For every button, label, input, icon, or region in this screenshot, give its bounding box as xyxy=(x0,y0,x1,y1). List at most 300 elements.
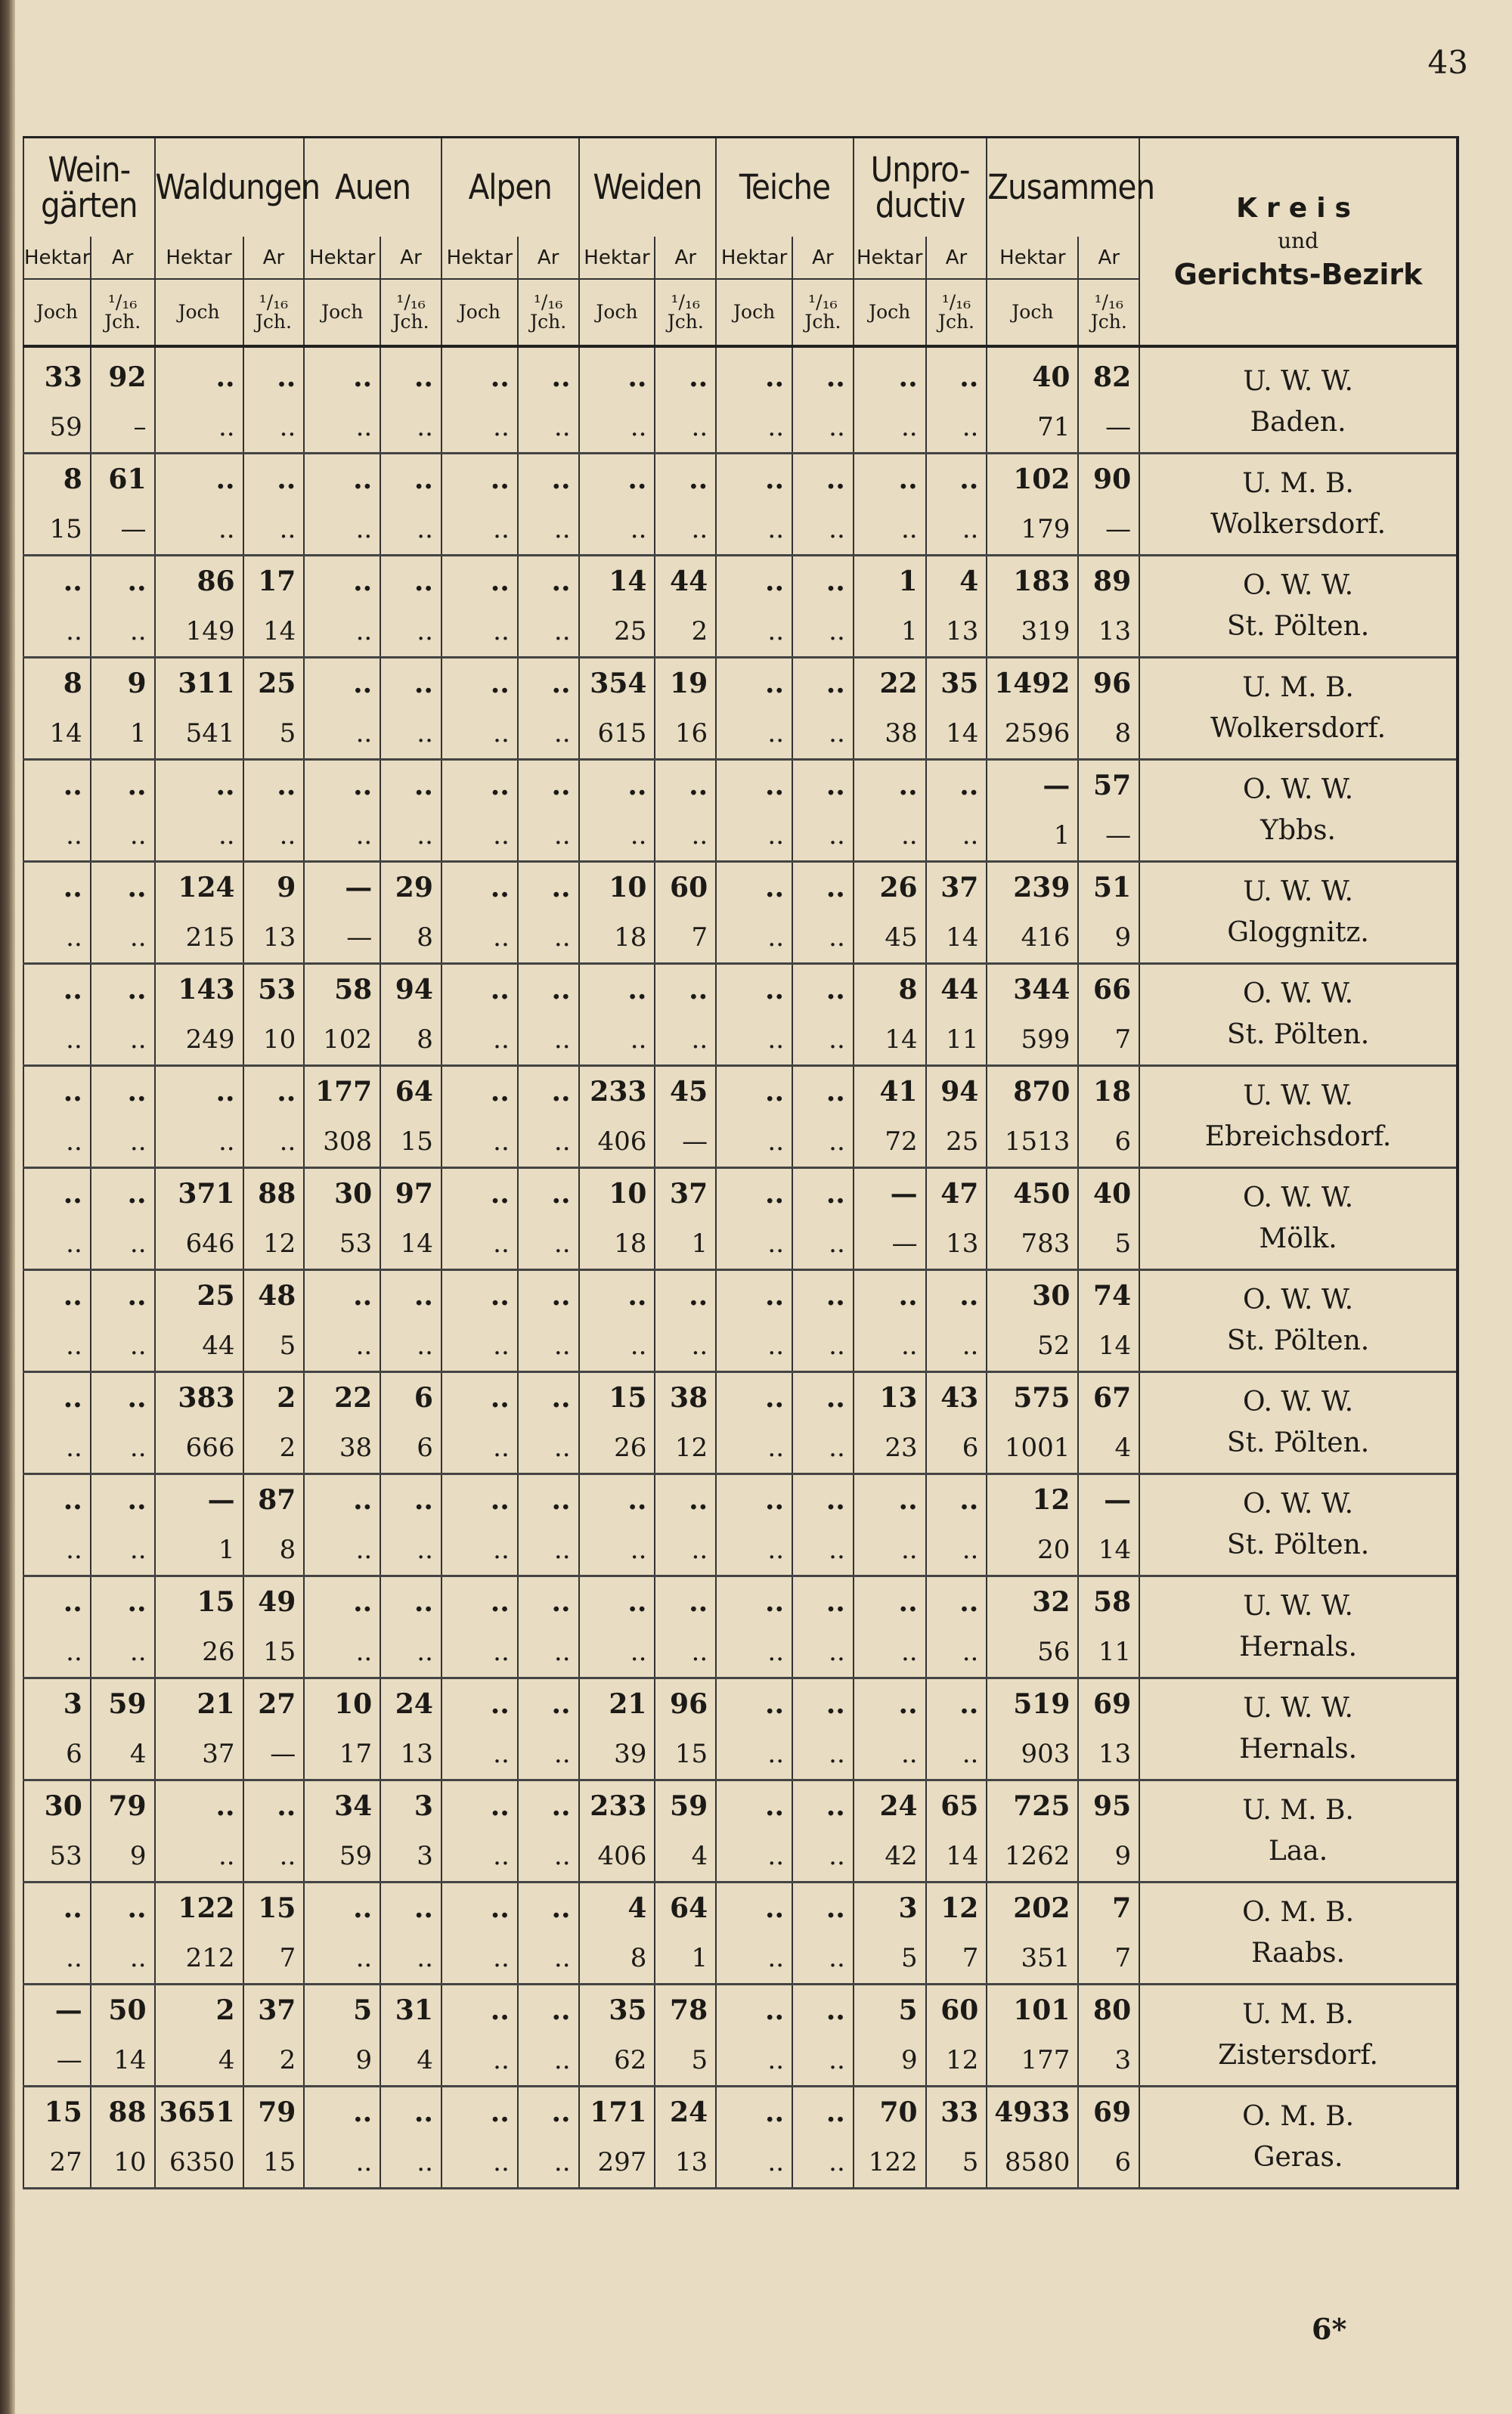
table-cell: 10 xyxy=(91,2137,155,2189)
bezirk-label: Ebreichsdorf. xyxy=(1204,1121,1392,1152)
table-cell: .. xyxy=(304,402,380,454)
unit-hektar: Hektar xyxy=(155,237,243,279)
table-cell: .. xyxy=(155,1831,243,1883)
table-cell: 13 xyxy=(854,1372,926,1424)
table-cell: 45 xyxy=(854,913,926,964)
table-cell: .. xyxy=(926,1576,987,1628)
table-cell: .. xyxy=(854,1678,926,1730)
table-row-hektar xyxy=(23,1985,1458,2036)
table-cell: .. xyxy=(243,504,305,556)
table-cell: .. xyxy=(716,1423,792,1474)
table-cell: 33 xyxy=(926,2087,987,2138)
table-cell: 5 xyxy=(926,2137,987,2189)
table-cell: .. xyxy=(91,913,155,964)
table-cell: 9 xyxy=(304,2035,380,2087)
table-cell: 13 xyxy=(655,2137,716,2189)
measure-joch: Joch xyxy=(442,279,518,346)
kreis-bezirk-cell xyxy=(1139,1678,1458,1780)
table-cell: 15 xyxy=(243,2137,305,2189)
table-row-hektar xyxy=(23,1883,1458,1934)
table-cell: .. xyxy=(792,2137,854,2189)
table-cell: .. xyxy=(926,352,987,402)
table-cell: .. xyxy=(243,1831,305,1883)
table-cell: .. xyxy=(518,1321,579,1372)
table-cell: .. xyxy=(518,1678,579,1730)
table-cell: 1513 xyxy=(987,1117,1078,1168)
table-cell: — xyxy=(23,2035,91,2087)
table-cell: .. xyxy=(380,2087,442,2138)
table-cell: 297 xyxy=(579,2137,655,2189)
table-cell: 183 xyxy=(987,556,1078,607)
table-cell: 2 xyxy=(655,606,716,658)
table-cell: 14 xyxy=(1078,1525,1139,1576)
kreis-bezirk-cell xyxy=(1139,1985,1458,2087)
table-cell: 58 xyxy=(1078,1576,1139,1628)
table-cell: 1 xyxy=(854,606,926,658)
table-cell: 65 xyxy=(926,1780,987,1832)
table-cell: .. xyxy=(380,810,442,862)
table-cell: 1 xyxy=(987,810,1078,862)
table-cell: 6 xyxy=(380,1423,442,1474)
unit-hektar: Hektar xyxy=(987,237,1078,279)
table-cell: 59 xyxy=(304,1831,380,1883)
kreis-label: O. W. W. xyxy=(1243,1387,1354,1418)
table-cell: .. xyxy=(243,810,305,862)
table-cell: 122 xyxy=(155,1883,243,1934)
table-row-hektar xyxy=(23,1576,1458,1628)
table-cell: .. xyxy=(518,964,579,1015)
table-cell: .. xyxy=(518,1423,579,1474)
table-cell: 519 xyxy=(987,1678,1078,1730)
table-cell: 122 xyxy=(854,2137,926,2189)
table-cell: .. xyxy=(716,1525,792,1576)
table-cell: 212 xyxy=(155,1933,243,1985)
table-cell: 7 xyxy=(1078,1883,1139,1934)
table-cell: 10 xyxy=(243,1015,305,1066)
table-cell: .. xyxy=(518,1474,579,1526)
table-cell: .. xyxy=(380,658,442,709)
measure-fraction: ¹/₁₆ Jch. xyxy=(792,279,854,346)
table-cell: .. xyxy=(304,504,380,556)
table-cell: .. xyxy=(243,1117,305,1168)
unit-ar: Ar xyxy=(518,237,579,279)
table-cell: .. xyxy=(655,1576,716,1628)
table-cell: 88 xyxy=(91,2087,155,2138)
kreis-bezirk-cell xyxy=(1139,1168,1458,1270)
table-cell: .. xyxy=(518,708,579,760)
table-cell: .. xyxy=(716,1985,792,2036)
table-cell: .. xyxy=(91,1321,155,1372)
kreis-bezirk-cell xyxy=(1139,964,1458,1066)
table-cell: 6 xyxy=(926,1423,987,1474)
table-cell: .. xyxy=(23,1168,91,1219)
kreis-label: U. W. W. xyxy=(1243,1591,1353,1622)
table-cell: .. xyxy=(716,708,792,760)
table-cell: .. xyxy=(442,402,518,454)
table-row-hektar xyxy=(23,1780,1458,1832)
table-cell: .. xyxy=(854,1525,926,1576)
table-cell: 541 xyxy=(155,708,243,760)
table-cell: .. xyxy=(716,352,792,402)
table-cell: .. xyxy=(304,2137,380,2189)
table-cell: .. xyxy=(716,1270,792,1322)
table-cell: .. xyxy=(23,1423,91,1474)
table-cell: 1 xyxy=(854,556,926,607)
table-cell: 15 xyxy=(243,1883,305,1934)
table-cell: .. xyxy=(155,402,243,454)
table-cell: .. xyxy=(243,1780,305,1832)
table-cell: .. xyxy=(792,1729,854,1780)
table-cell: .. xyxy=(23,1883,91,1934)
table-cell: .. xyxy=(518,606,579,658)
kreis-bezirk-cell xyxy=(1139,556,1458,658)
table-cell: .. xyxy=(23,1576,91,1628)
table-cell: 3 xyxy=(380,1831,442,1883)
table-cell: 4 xyxy=(579,1883,655,1934)
table-cell: 24 xyxy=(380,1678,442,1730)
table-cell: .. xyxy=(91,810,155,862)
table-cell: .. xyxy=(23,1219,91,1270)
table-cell: .. xyxy=(91,1168,155,1219)
kreis-label: U. W. W. xyxy=(1243,876,1353,907)
table-row-hektar xyxy=(23,760,1458,811)
table-cell: 27 xyxy=(23,2137,91,2189)
table-cell: .. xyxy=(792,2035,854,2087)
table-cell: .. xyxy=(91,606,155,658)
table-cell: 11 xyxy=(926,1015,987,1066)
table-cell: 49 xyxy=(243,1576,305,1628)
table-cell: .. xyxy=(716,1627,792,1678)
table-cell: 34 xyxy=(304,1780,380,1832)
table-cell: 47 xyxy=(926,1168,987,1219)
table-cell: 4 xyxy=(655,1831,716,1883)
table-cell: .. xyxy=(792,810,854,862)
table-cell: 1 xyxy=(155,1525,243,1576)
kreis-label: O. W. W. xyxy=(1243,1284,1354,1315)
table-cell: .. xyxy=(854,1627,926,1678)
kreis-bezirk-cell xyxy=(1139,352,1458,454)
table-cell: 3 xyxy=(23,1678,91,1730)
table-cell: 6 xyxy=(380,1372,442,1424)
table-cell: — xyxy=(91,504,155,556)
table-cell: 4 xyxy=(91,1729,155,1780)
table-cell: .. xyxy=(442,964,518,1015)
table-cell: .. xyxy=(23,1474,91,1526)
table-cell: 39 xyxy=(579,1729,655,1780)
unit-hektar: Hektar xyxy=(23,237,91,279)
table-cell: .. xyxy=(716,913,792,964)
table-cell: .. xyxy=(792,1372,854,1424)
table-cell: 16 xyxy=(655,708,716,760)
table-cell: .. xyxy=(716,1831,792,1883)
table-cell: .. xyxy=(304,1270,380,1322)
table-row-hektar xyxy=(23,964,1458,1015)
table-cell: 7 xyxy=(926,1933,987,1985)
table-row-hektar xyxy=(23,658,1458,709)
table-cell: .. xyxy=(854,810,926,862)
table-cell: 6 xyxy=(23,1729,91,1780)
unit-ar: Ar xyxy=(380,237,442,279)
table-cell: .. xyxy=(518,1219,579,1270)
table-cell: .. xyxy=(442,1831,518,1883)
table-cell: 351 xyxy=(987,1933,1078,1985)
table-cell: 88 xyxy=(243,1168,305,1219)
table-cell: .. xyxy=(243,402,305,454)
table-cell: 8580 xyxy=(987,2137,1078,2189)
table-cell: .. xyxy=(854,504,926,556)
table-cell: .. xyxy=(716,2035,792,2087)
kreis-bezirk-cell xyxy=(1139,1474,1458,1576)
table-cell: .. xyxy=(91,1066,155,1117)
table-cell: .. xyxy=(442,2087,518,2138)
table-cell: 45 xyxy=(655,1066,716,1117)
table-cell: .. xyxy=(655,402,716,454)
table-cell: .. xyxy=(380,1321,442,1372)
table-cell: .. xyxy=(792,913,854,964)
kreis-bezirk-cell xyxy=(1139,1372,1458,1474)
kreis-bezirk-cell xyxy=(1139,658,1458,760)
table-cell: .. xyxy=(716,504,792,556)
table-cell: 5 xyxy=(854,1985,926,2036)
kreis-bezirk-cell xyxy=(1139,1780,1458,1883)
table-cell: 14 xyxy=(243,606,305,658)
table-cell: .. xyxy=(442,1525,518,1576)
table-cell: .. xyxy=(792,658,854,709)
table-cell: .. xyxy=(91,1525,155,1576)
table-cell: .. xyxy=(91,862,155,913)
table-cell: 37 xyxy=(155,1729,243,1780)
table-cell: .. xyxy=(442,1015,518,1066)
table-cell: .. xyxy=(243,352,305,402)
table-cell: .. xyxy=(91,1117,155,1168)
table-cell: .. xyxy=(23,1372,91,1424)
measure-joch: Joch xyxy=(23,279,91,346)
kreis-header-line3: Gerichts-Bezirk xyxy=(1173,257,1423,291)
table-cell: .. xyxy=(792,1678,854,1730)
bezirk-label: Baden. xyxy=(1250,407,1346,438)
table-cell: .. xyxy=(304,1883,380,1934)
table-cell: .. xyxy=(716,1015,792,1066)
kreis-label: U. W. W. xyxy=(1243,366,1353,397)
table-cell: .. xyxy=(518,1883,579,1934)
table-cell: 40 xyxy=(1078,1168,1139,1219)
table-cell: 25 xyxy=(155,1270,243,1322)
table-cell: 78 xyxy=(655,1985,716,2036)
table-cell: 8 xyxy=(243,1525,305,1576)
table-cell: .. xyxy=(518,1933,579,1985)
table-cell: 9 xyxy=(91,658,155,709)
table-cell: 14 xyxy=(926,708,987,760)
table-cell: 1001 xyxy=(987,1423,1078,1474)
table-cell: 90 xyxy=(1078,454,1139,505)
table-cell: .. xyxy=(926,402,987,454)
kreis-bezirk-cell xyxy=(1139,1576,1458,1678)
table-cell: 26 xyxy=(579,1423,655,1474)
table-cell: 599 xyxy=(987,1015,1078,1066)
table-cell: 10 xyxy=(579,862,655,913)
table-cell: .. xyxy=(442,352,518,402)
book-spine-edge xyxy=(0,0,15,2414)
table-cell: 15 xyxy=(243,1627,305,1678)
table-cell: .. xyxy=(304,1627,380,1678)
table-cell: .. xyxy=(518,1525,579,1576)
table-cell: 14 xyxy=(926,913,987,964)
table-cell: 143 xyxy=(155,964,243,1015)
table-cell: 69 xyxy=(1078,2087,1139,2138)
table-cell: .. xyxy=(23,1015,91,1066)
column-header-3: Alpen xyxy=(442,138,579,237)
table-cell: 15 xyxy=(380,1117,442,1168)
table-cell: 57 xyxy=(1078,760,1139,811)
table-cell: .. xyxy=(579,1015,655,1066)
table-cell: .. xyxy=(91,1883,155,1934)
table-cell: 202 xyxy=(987,1883,1078,1934)
table-cell: 15 xyxy=(23,504,91,556)
table-cell: .. xyxy=(91,1423,155,1474)
table-cell: 12 xyxy=(926,1883,987,1934)
table-cell: .. xyxy=(23,810,91,862)
table-cell: .. xyxy=(792,504,854,556)
table-cell: 21 xyxy=(579,1678,655,1730)
table-cell: 14 xyxy=(23,708,91,760)
table-cell: .. xyxy=(442,1576,518,1628)
unit-ar: Ar xyxy=(792,237,854,279)
table-cell: .. xyxy=(716,1474,792,1526)
column-header-0: Wein- gärten xyxy=(23,138,155,237)
table-cell: .. xyxy=(442,1372,518,1424)
unit-hektar: Hektar xyxy=(304,237,380,279)
kreis-label: U. W. W. xyxy=(1243,1693,1353,1724)
table-cell: 94 xyxy=(380,964,442,1015)
table-cell: 2596 xyxy=(987,708,1078,760)
bezirk-label: Raabs. xyxy=(1251,1938,1345,1969)
table-cell: .. xyxy=(304,1576,380,1628)
table-cell: .. xyxy=(442,708,518,760)
table-cell: .. xyxy=(243,454,305,505)
table-cell: 7 xyxy=(655,913,716,964)
table-cell: — xyxy=(987,760,1078,811)
table-cell: 4933 xyxy=(987,2087,1078,2138)
table-cell: .. xyxy=(23,760,91,811)
table-row-hektar xyxy=(23,1678,1458,1730)
table-cell: 15 xyxy=(655,1729,716,1780)
table-cell: 96 xyxy=(655,1678,716,1730)
table-cell: 17 xyxy=(243,556,305,607)
table-cell: .. xyxy=(792,1270,854,1322)
table-cell: 9 xyxy=(1078,1831,1139,1883)
table-cell: — xyxy=(854,1219,926,1270)
measure-fraction: ¹/₁₆ Jch. xyxy=(655,279,716,346)
table-cell: .. xyxy=(23,862,91,913)
table-cell: .. xyxy=(792,454,854,505)
table-cell: .. xyxy=(792,606,854,658)
table-cell: 18 xyxy=(1078,1066,1139,1117)
bezirk-label: St. Pölten. xyxy=(1226,1427,1370,1458)
table-cell: 870 xyxy=(987,1066,1078,1117)
table-cell: 124 xyxy=(155,862,243,913)
table-cell: .. xyxy=(792,1474,854,1526)
table-cell: 51 xyxy=(1078,862,1139,913)
table-cell: 10 xyxy=(579,1168,655,1219)
table-cell: 7 xyxy=(1078,1015,1139,1066)
table-cell: 12 xyxy=(655,1423,716,1474)
table-cell: 15 xyxy=(23,2087,91,2138)
kreis-label: U. M. B. xyxy=(1242,672,1354,703)
table-cell: .. xyxy=(792,1780,854,1832)
table-cell: 74 xyxy=(1078,1270,1139,1322)
bezirk-label: Gloggnitz. xyxy=(1227,917,1369,948)
table-row-hektar xyxy=(23,1066,1458,1117)
table-cell: .. xyxy=(304,352,380,402)
table-cell: 13 xyxy=(1078,606,1139,658)
table-cell: .. xyxy=(518,862,579,913)
kreis-label: U. M. B. xyxy=(1242,468,1354,499)
table-cell: 52 xyxy=(987,1321,1078,1372)
table-cell: .. xyxy=(518,1576,579,1628)
table-cell: .. xyxy=(716,1933,792,1985)
table-cell: 87 xyxy=(243,1474,305,1526)
table-cell: .. xyxy=(23,1117,91,1168)
table-cell: 30 xyxy=(23,1780,91,1832)
table-cell: 239 xyxy=(987,862,1078,913)
kreis-bezirk-cell xyxy=(1139,2087,1458,2189)
table-cell: 8 xyxy=(1078,708,1139,760)
table-cell: .. xyxy=(304,1474,380,1526)
table-cell: .. xyxy=(304,1321,380,1372)
table-cell: — xyxy=(155,1474,243,1526)
table-cell: .. xyxy=(23,1270,91,1322)
table-row-hektar xyxy=(23,1372,1458,1424)
table-cell: .. xyxy=(518,1627,579,1678)
table-cell: 4 xyxy=(380,2035,442,2087)
measure-fraction: ¹/₁₆ Jch. xyxy=(926,279,987,346)
table-cell: .. xyxy=(518,1168,579,1219)
table-cell: 26 xyxy=(155,1627,243,1678)
table-row-hektar xyxy=(23,1168,1458,1219)
table-cell: .. xyxy=(792,1985,854,2036)
table-cell: 96 xyxy=(1078,658,1139,709)
table-cell: .. xyxy=(579,352,655,402)
table-cell: 5 xyxy=(655,2035,716,2087)
table-cell: .. xyxy=(380,1627,442,1678)
table-cell: — xyxy=(23,1985,91,2036)
table-cell: — xyxy=(243,1729,305,1780)
table-cell: .. xyxy=(655,1525,716,1576)
table-cell: 1492 xyxy=(987,658,1078,709)
bezirk-label: St. Pölten. xyxy=(1226,1019,1370,1050)
table-cell: .. xyxy=(579,1474,655,1526)
table-cell: .. xyxy=(854,1321,926,1372)
table-cell: 215 xyxy=(155,913,243,964)
table-cell: .. xyxy=(243,1066,305,1117)
table-cell: .. xyxy=(926,760,987,811)
table-cell: .. xyxy=(442,2035,518,2087)
table-cell: .. xyxy=(926,454,987,505)
column-group-header-row xyxy=(23,138,1458,237)
table-cell: .. xyxy=(442,1933,518,1985)
table-cell: .. xyxy=(716,2087,792,2138)
table-cell: .. xyxy=(579,810,655,862)
table-cell: 6350 xyxy=(155,2137,243,2189)
table-cell: .. xyxy=(854,352,926,402)
table-cell: .. xyxy=(926,1474,987,1526)
table-cell: 61 xyxy=(91,454,155,505)
measure-fraction: ¹/₁₆ Jch. xyxy=(518,279,579,346)
table-cell: .. xyxy=(792,1831,854,1883)
table-cell: .. xyxy=(716,1066,792,1117)
table-cell: 80 xyxy=(1078,1985,1139,2036)
column-header-5: Teiche xyxy=(716,138,854,237)
